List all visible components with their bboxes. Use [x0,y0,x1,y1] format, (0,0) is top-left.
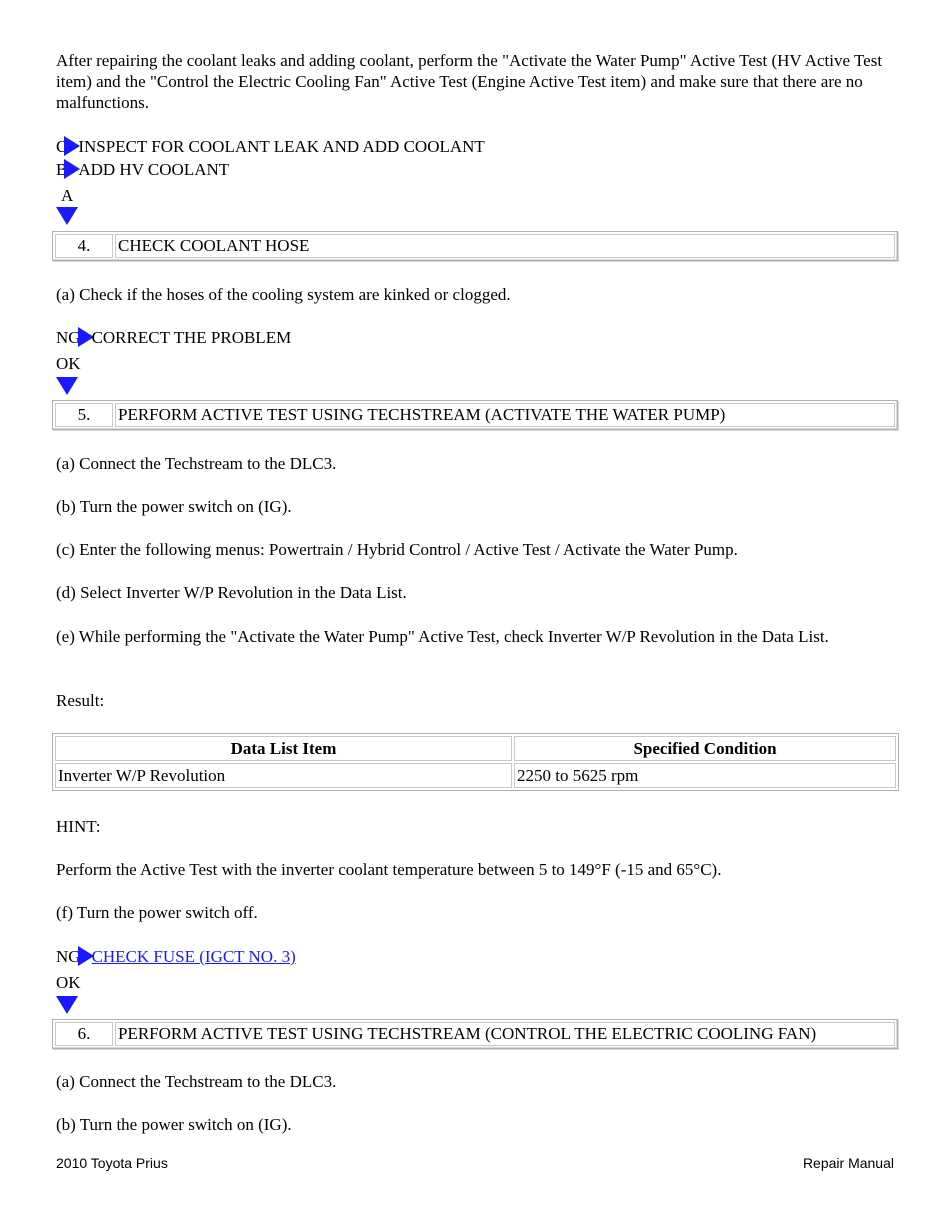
step-number: 6. [55,1022,113,1046]
step-4-ok-label: OK [56,354,81,373]
column-header: Specified Condition [514,736,896,761]
table-cell: Inverter W/P Revolution [55,763,512,788]
branch-code: B [56,160,68,179]
step-5-item-a: (a) Connect the Techstream to the DLC3. [56,454,337,473]
ng-code: NG [56,947,81,966]
branch-row-c [56,136,485,158]
hint-text: Perform the Active Test with the inverter coolant temperature between 5 to 149°F (-15 and 65°C). [56,860,722,879]
arrow-down-icon [56,377,78,395]
table-header-row [55,736,896,761]
table-row [55,763,896,788]
step-5-item-e: (e) While performing the "Activate the Water Pump" Active Test, check Inverter W/P Revolution in the Data List. [56,627,829,646]
step-4-item-a: (a) Check if the hoses of the cooling system are kinked or clogged. [56,285,511,304]
step-5-item-f: (f) Turn the power switch off. [56,903,258,922]
arrow-down-icon [56,996,78,1014]
step-4-ng-row [56,327,291,349]
branch-down-label: A [61,186,74,205]
step-5-ng-row [56,946,296,968]
step-number: 4. [55,234,113,258]
branch-text: ADD HV COOLANT [78,160,230,179]
ng-code: NG [56,328,81,347]
step-5-header [52,400,898,430]
step-5-item-c: (c) Enter the following menus: Powertrain / Hybrid Control / Active Test / Activate the Water Pump. [56,540,738,559]
step-5-item-d: (d) Select Inverter W/P Revolution in the Data List. [56,583,407,602]
table-cell: 2250 to 5625 rpm [514,763,896,788]
step-6-header [52,1019,898,1049]
result-label: Result: [56,691,105,710]
branch-row-b [56,159,229,181]
step-5-item-b: (b) Turn the power switch on (IG). [56,497,292,516]
branch-code: C [56,137,68,156]
step-5-ok-label: OK [56,973,81,992]
step-4-header [52,231,898,261]
arrow-down-icon [56,207,78,225]
step-6-item-b: (b) Turn the power switch on (IG). [56,1115,292,1134]
result-table [52,733,899,791]
step-6-item-a: (a) Connect the Techstream to the DLC3. [56,1072,337,1091]
ng-text: CORRECT THE PROBLEM [91,328,292,347]
step-title: CHECK COOLANT HOSE [115,234,895,258]
check-fuse-link[interactable]: CHECK FUSE (IGCT NO. 3) [91,947,296,966]
branch-text: INSPECT FOR COOLANT LEAK AND ADD COOLANT [78,137,485,156]
footer-right: Repair Manual [802,1155,894,1171]
intro-paragraph: After repairing the coolant leaks and adding coolant, perform the "Activate the Water Pump" Active Test (HV Active Test item) and the "Control the Electric Cooling Fan" Active Test (Engine Active Test item) and make sure that there are no malfunctions. [56,51,883,112]
step-title: PERFORM ACTIVE TEST USING TECHSTREAM (CONTROL THE ELECTRIC COOLING FAN) [115,1022,895,1046]
footer-left: 2010 Toyota Prius [56,1155,168,1171]
column-header: Data List Item [55,736,512,761]
hint-label: HINT: [56,817,101,836]
step-number: 5. [55,403,113,427]
step-title: PERFORM ACTIVE TEST USING TECHSTREAM (ACTIVATE THE WATER PUMP) [115,403,895,427]
